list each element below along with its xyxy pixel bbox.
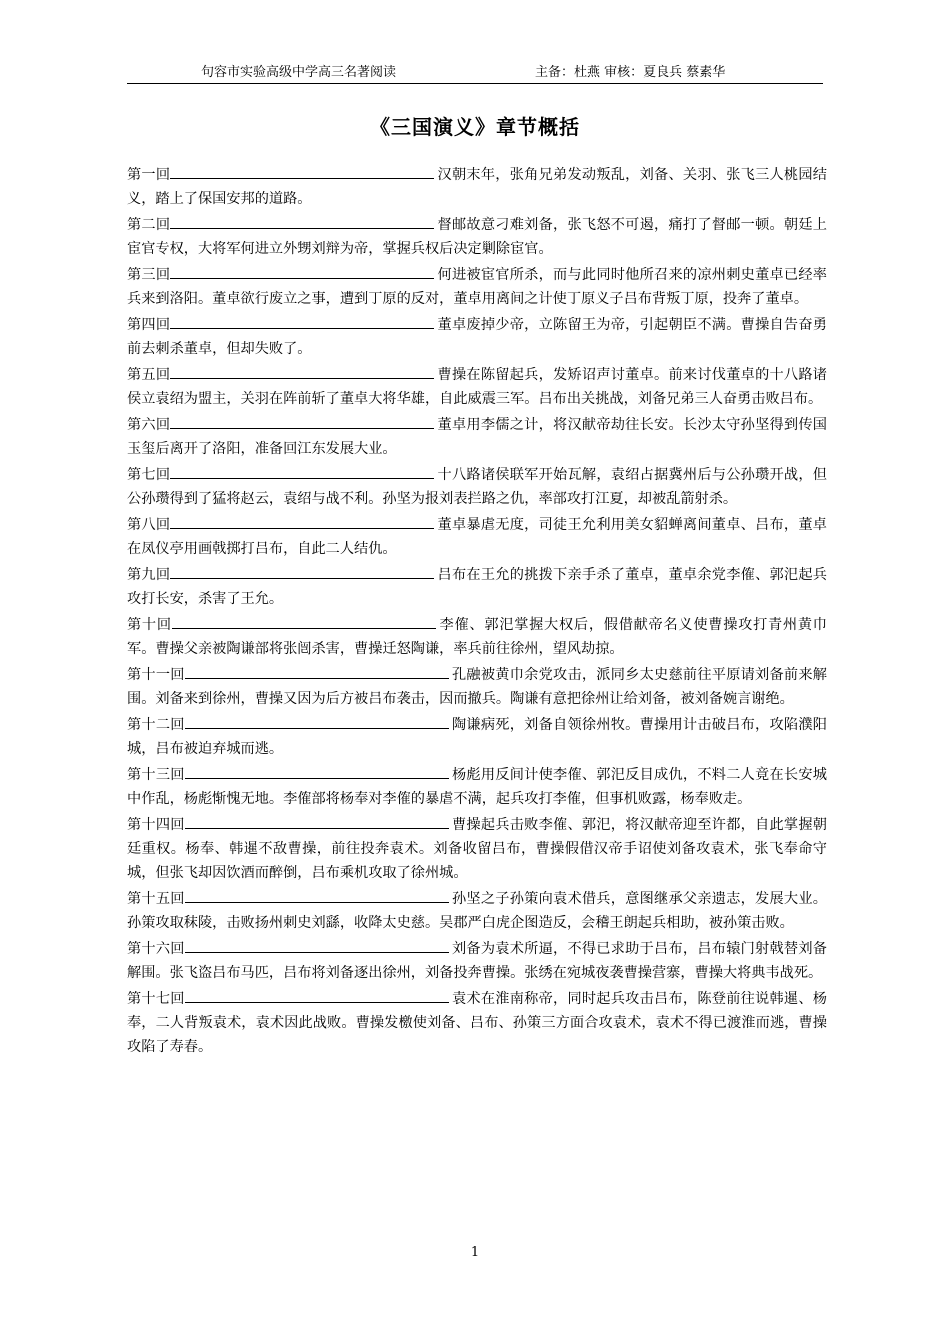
chapter-summary: 吕布在王允的挑拨下亲手杀了董卓，董卓余党李傕、郭汜起兵攻打长安，杀害了王允。: [127, 567, 827, 607]
fill-in-blank-line: [170, 415, 434, 429]
chapter-entry: [127, 763, 827, 811]
chapter-label: 第六回: [127, 417, 171, 433]
chapter-entry: [127, 163, 827, 211]
chapter-entry: [127, 213, 827, 261]
chapter-summary: 十八路诸侯联军开始瓦解，袁绍占据冀州后与公孙瓒开战，但公孙瓒得到了猛将赵云，袁绍与战不利。孙坚为报刘表拦路之仇，率部攻打江夏，却被乱箭射杀。: [127, 467, 827, 507]
fill-in-blank-line: [185, 765, 449, 779]
chapter-label: 第七回: [127, 467, 171, 483]
page-header: [127, 63, 823, 84]
chapter-summary-list: [127, 163, 827, 1061]
chapter-entry: [127, 887, 827, 935]
chapter-label: 第十二回: [127, 717, 185, 733]
chapter-entry: [127, 563, 827, 611]
chapter-entry: [127, 313, 827, 361]
chapter-summary: 陶谦病死，刘备自领徐州牧。曹操用计击破吕布，攻陷濮阳城，吕布被迫弃城而逃。: [127, 717, 827, 757]
header-school-name: 句容市实验高级中学高三名著阅读: [201, 65, 397, 80]
chapter-label: 第八回: [127, 517, 171, 533]
chapter-summary: 督邮故意刁难刘备，张飞怒不可遏，痛打了督邮一顿。朝廷上宦官专权，大将军何进立外甥刘辩为帝，掌握兵权后决定剿除宦官。: [127, 217, 827, 257]
chapter-label: 第十七回: [127, 991, 185, 1007]
document-title: 《三国演义》章节概括: [370, 115, 580, 139]
chapter-entry: [127, 813, 827, 885]
chapter-label: 第十六回: [127, 941, 185, 957]
header-staff-credits: 主备：杜燕 审核：夏良兵 蔡素华: [535, 65, 726, 80]
chapter-label: 第十三回: [127, 767, 185, 783]
fill-in-blank-line: [170, 365, 434, 379]
chapter-summary: 董卓用李儒之计，将汉献帝劫往长安。长沙太守孙坚得到传国玉玺后离开了洛阳，准备回江东发展大业。: [127, 417, 827, 457]
chapter-label: 第十一回: [127, 667, 185, 683]
fill-in-blank-line: [185, 989, 449, 1003]
chapter-entry: [127, 513, 827, 561]
chapter-entry: [127, 413, 827, 461]
fill-in-blank-line: [185, 715, 449, 729]
chapter-entry: [127, 663, 827, 711]
fill-in-blank-line: [185, 815, 449, 829]
chapter-summary: 汉朝末年，张角兄弟发动叛乱，刘备、关羽、张飞三人桃园结义，踏上了保国安邦的道路。: [127, 167, 827, 207]
fill-in-blank-line: [170, 315, 434, 329]
chapter-summary: 杨彪用反间计使李傕、郭汜反目成仇，不料二人竟在长安城中作乱，杨彪惭愧无地。李傕部将杨奉对李傕的暴虐不满，起兵攻打李傕，但事机败露，杨奉败走。: [127, 767, 827, 807]
chapter-entry: [127, 713, 827, 761]
chapter-summary: 曹操在陈留起兵，发矫诏声讨董卓。前来讨伐董卓的十八路诸侯立袁绍为盟主，关羽在阵前斩了董卓大将华雄，自此威震三军。吕布出关挑战，刘备兄弟三人奋勇击败吕布。: [127, 367, 827, 407]
fill-in-blank-line: [170, 265, 434, 279]
chapter-entry: [127, 263, 827, 311]
chapter-summary: 董卓废掉少帝，立陈留王为帝，引起朝臣不满。曹操自告奋勇前去刺杀董卓，但却失败了。: [127, 317, 827, 357]
chapter-entry: [127, 363, 827, 411]
chapter-entry: [127, 613, 827, 661]
fill-in-blank-line: [185, 939, 449, 953]
fill-in-blank-line: [170, 465, 434, 479]
chapter-summary: 董卓暴虐无度，司徒王允利用美女貂蝉离间董卓、吕布，董卓在凤仪亭用画戟掷打吕布，自此二人结仇。: [127, 517, 827, 557]
fill-in-blank-line: [170, 215, 434, 229]
page-number: 1: [470, 1245, 480, 1260]
chapter-label: 第十五回: [127, 891, 185, 907]
chapter-summary: 何进被宦官所杀，而与此同时他所召来的凉州刺史董卓已经率兵来到洛阳。董卓欲行废立之事，遭到丁原的反对，董卓用离间之计使丁原义子吕布背叛丁原，投奔了董卓。: [127, 267, 827, 307]
page-footer: [0, 1244, 950, 1262]
chapter-summary: 曹操起兵击败李傕、郭汜，将汉献帝迎至许都，自此掌握朝廷重权。杨奉、韩暹不敌曹操，前往投奔袁术。刘备收留吕布，曹操假借汉帝手诏使刘备攻袁术，张飞奉命守城，但张飞却因饮酒而醉倒，吕布乘机攻取了徐州城。: [127, 817, 827, 881]
chapter-entry: [127, 463, 827, 511]
chapter-label: 第十四回: [127, 817, 185, 833]
chapter-label: 第十回: [127, 617, 172, 633]
fill-in-blank-line: [172, 615, 436, 629]
fill-in-blank-line: [185, 889, 449, 903]
chapter-label: 第五回: [127, 367, 171, 383]
chapter-summary: 刘备为袁术所逼，不得已求助于吕布，吕布辕门射戟替刘备解围。张飞盗吕布马匹，吕布将刘备逐出徐州，刘备投奔曹操。张绣在宛城夜袭曹操营寨，曹操大将典韦战死。: [127, 941, 827, 981]
chapter-summary: 孔融被黄巾余党攻击，派同乡太史慈前往平原请刘备前来解围。刘备来到徐州，曹操又因为后方被吕布袭击，因而撤兵。陶谦有意把徐州让给刘备，被刘备婉言谢绝。: [127, 667, 827, 707]
chapter-label: 第四回: [127, 317, 171, 333]
chapter-label: 第三回: [127, 267, 171, 283]
chapter-summary: 孙坚之子孙策向袁术借兵，意图继承父亲遗志，发展大业。孙策攻取秣陵，击败扬州刺史刘繇，收降太史慈。吴郡严白虎企图造反，会稽王朗起兵相助，被孙策击败。: [127, 891, 827, 931]
chapter-summary: 李傕、郭汜掌握大权后，假借献帝名义使曹操攻打青州黄巾军。曹操父亲被陶谦部将张闿杀害，曹操迁怒陶谦，率兵前往徐州，望风劫掠。: [127, 617, 827, 657]
fill-in-blank-line: [170, 515, 434, 529]
chapter-summary: 袁术在淮南称帝，同时起兵攻击吕布，陈登前往说韩暹、杨奉，二人背叛袁术，袁术因此战败。曹操发檄使刘备、吕布、孙策三方面合攻袁术，袁术不得已渡淮而逃，曹操攻陷了寿春。: [127, 991, 827, 1055]
chapter-label: 第二回: [127, 217, 171, 233]
chapter-label: 第九回: [127, 567, 171, 583]
fill-in-blank-line: [170, 565, 434, 579]
chapter-entry: [127, 987, 827, 1059]
chapter-entry: [127, 937, 827, 985]
chapter-label: 第一回: [127, 167, 171, 183]
fill-in-blank-line: [170, 165, 434, 179]
fill-in-blank-line: [185, 665, 449, 679]
